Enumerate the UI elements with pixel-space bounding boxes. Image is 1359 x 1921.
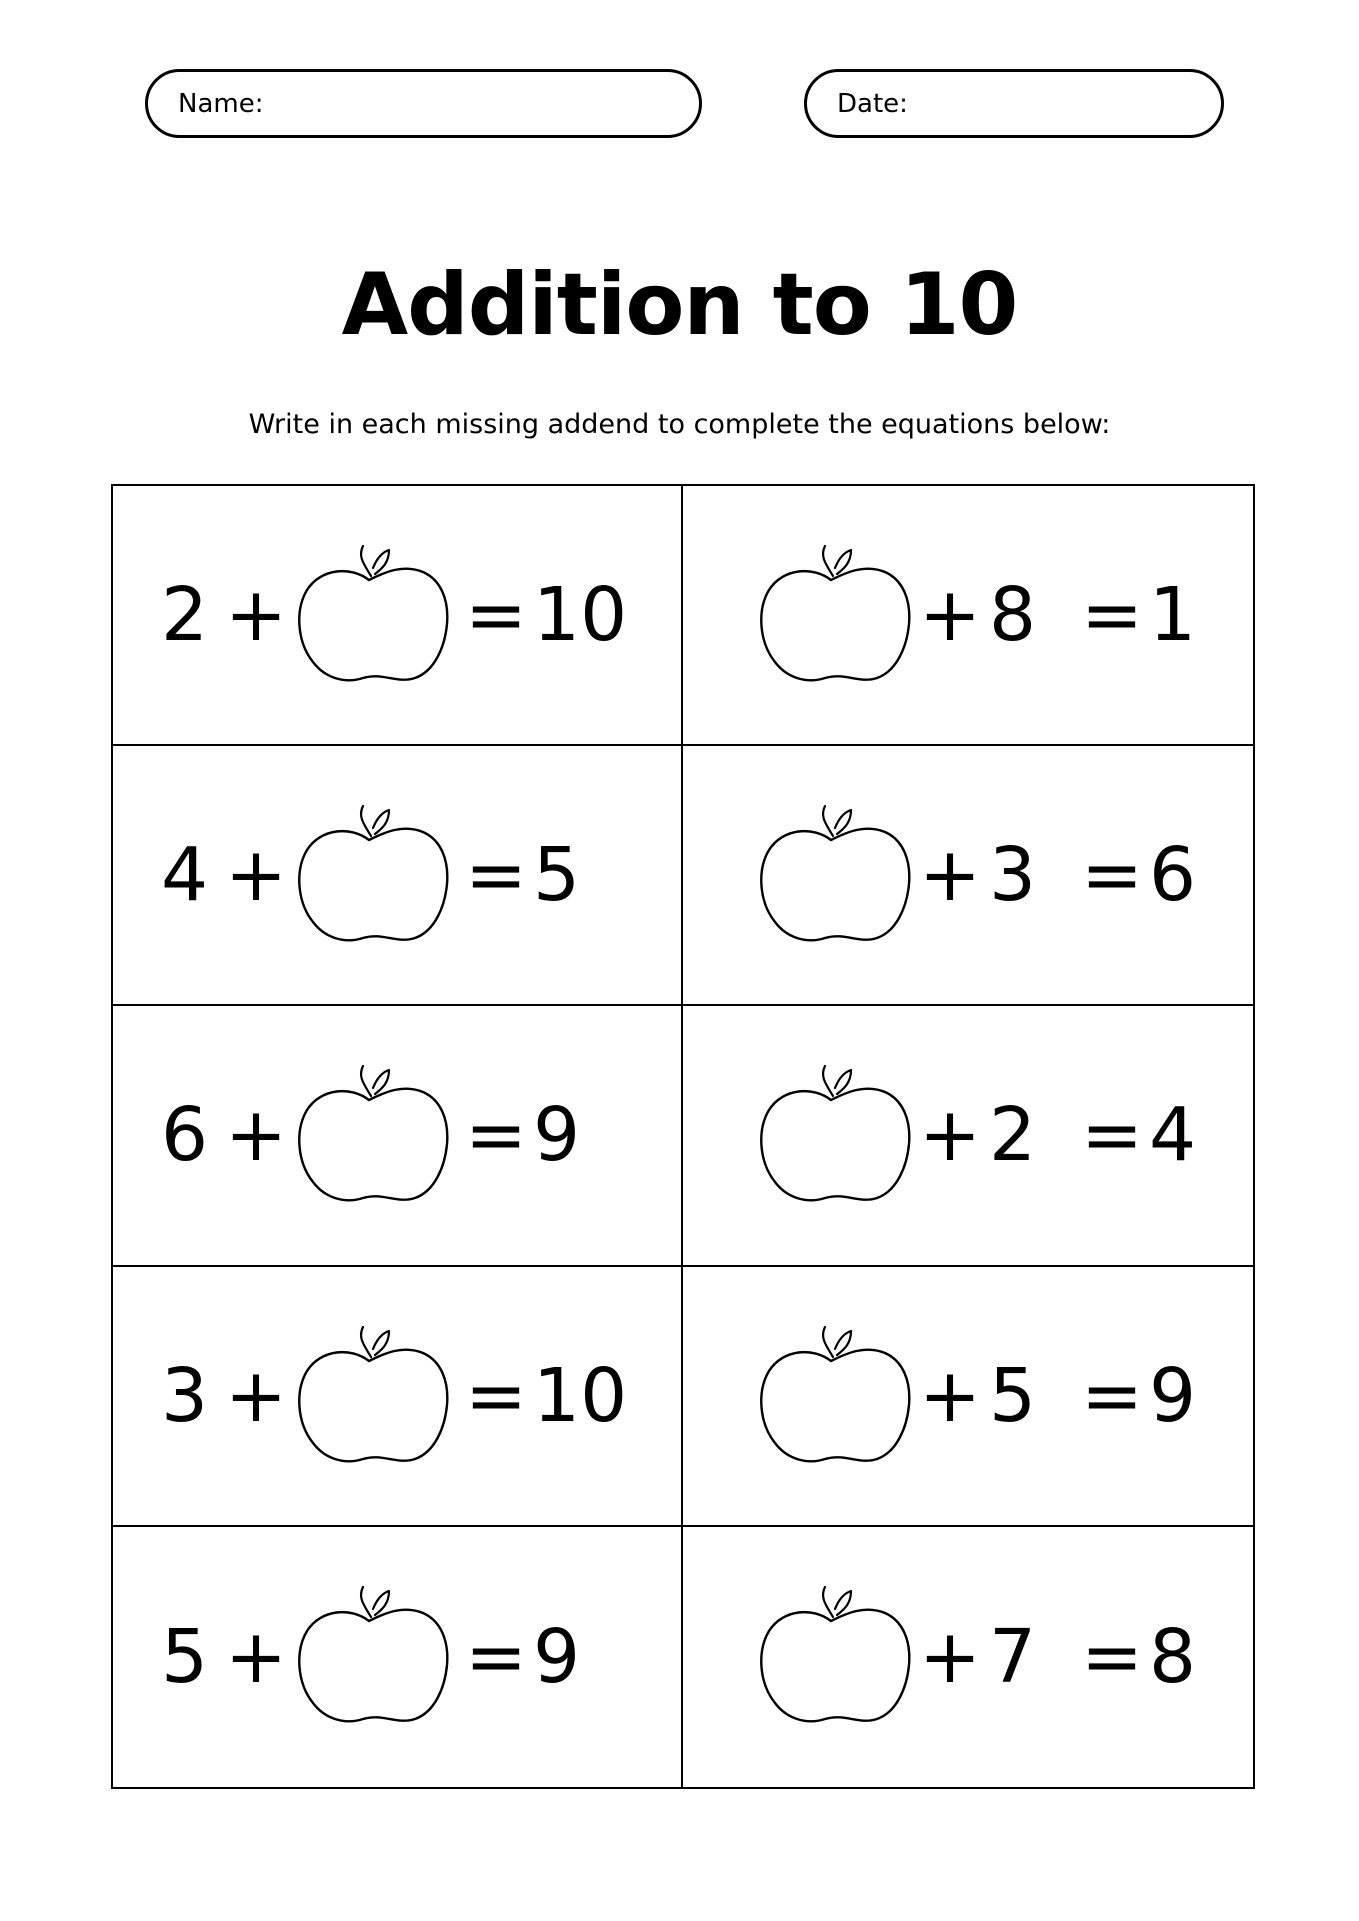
apple-outline-icon [293, 1319, 453, 1469]
date-input[interactable] [918, 83, 1191, 125]
known-addend: 7 [989, 1613, 1037, 1700]
sum-value: 1 [1149, 572, 1197, 659]
known-addend: 3 [989, 832, 1037, 919]
apple-outline-icon[interactable] [755, 538, 915, 688]
sum-value: 9 [1149, 1352, 1197, 1439]
plus-sign: + [225, 832, 288, 919]
apple-outline-icon[interactable] [293, 1058, 453, 1208]
equals-sign: = [465, 572, 528, 659]
problem-cell [683, 1527, 1253, 1787]
known-addend: 8 [989, 572, 1037, 659]
sum-value: 8 [1149, 1613, 1197, 1700]
plus-sign: + [919, 1613, 982, 1700]
apple-outline-icon[interactable] [293, 538, 453, 688]
equals-sign: = [1081, 1352, 1144, 1439]
known-addend: 5 [161, 1613, 209, 1700]
name-label: Name: [178, 88, 264, 119]
plus-sign: + [919, 832, 982, 919]
equals-sign: = [1081, 572, 1144, 659]
apple-outline-icon[interactable] [755, 798, 915, 948]
problem-cell [113, 1527, 683, 1787]
apple-outline-icon[interactable] [293, 1319, 453, 1469]
apple-outline-icon[interactable] [293, 1579, 453, 1729]
plus-sign: + [919, 1092, 982, 1179]
equals-sign: = [465, 1352, 528, 1439]
problem-cell [683, 1006, 1253, 1266]
known-addend: 5 [989, 1352, 1037, 1439]
plus-sign: + [225, 1092, 288, 1179]
problem-cell [113, 1267, 683, 1527]
sum-value: 6 [1149, 832, 1197, 919]
known-addend: 2 [989, 1092, 1037, 1179]
known-addend: 6 [161, 1092, 209, 1179]
sum-value: 9 [533, 1092, 581, 1179]
apple-outline-icon[interactable] [755, 1058, 915, 1208]
instructions: Write in each missing addend to complete the equations below: [248, 409, 1111, 440]
plus-sign: + [919, 1352, 982, 1439]
apple-outline-icon [293, 538, 453, 688]
name-input[interactable] [273, 83, 669, 125]
known-addend: 3 [161, 1352, 209, 1439]
problem-cell [683, 486, 1253, 746]
equals-sign: = [465, 1613, 528, 1700]
apple-outline-icon [293, 798, 453, 948]
known-addend: 2 [161, 572, 209, 659]
plus-sign: + [225, 572, 288, 659]
apple-outline-icon [755, 1319, 915, 1469]
sum-value: 5 [533, 832, 581, 919]
apple-outline-icon[interactable] [293, 798, 453, 948]
sum-value: 10 [533, 572, 628, 659]
equals-sign: = [465, 832, 528, 919]
apple-outline-icon [755, 1579, 915, 1729]
equals-sign: = [465, 1092, 528, 1179]
apple-outline-icon[interactable] [755, 1579, 915, 1729]
plus-sign: + [919, 572, 982, 659]
sum-value: 10 [533, 1352, 628, 1439]
problem-cell [683, 1267, 1253, 1527]
plus-sign: + [225, 1352, 288, 1439]
equals-sign: = [1081, 1613, 1144, 1700]
apple-outline-icon [755, 1058, 915, 1208]
name-field[interactable] [145, 69, 702, 138]
problem-cell [113, 1006, 683, 1266]
apple-outline-icon [293, 1579, 453, 1729]
date-field[interactable] [804, 69, 1224, 138]
worksheet-title: Addition to 10 [341, 255, 1018, 355]
equals-sign: = [1081, 832, 1144, 919]
plus-sign: + [225, 1613, 288, 1700]
date-label: Date: [837, 88, 908, 119]
problem-grid [111, 484, 1255, 1789]
problem-cell [683, 746, 1253, 1006]
problem-cell [113, 746, 683, 1006]
known-addend: 4 [161, 832, 209, 919]
apple-outline-icon[interactable] [755, 1319, 915, 1469]
apple-outline-icon [755, 798, 915, 948]
sum-value: 9 [533, 1613, 581, 1700]
sum-value: 4 [1149, 1092, 1197, 1179]
problem-cell [113, 486, 683, 746]
apple-outline-icon [293, 1058, 453, 1208]
equals-sign: = [1081, 1092, 1144, 1179]
apple-outline-icon [755, 538, 915, 688]
